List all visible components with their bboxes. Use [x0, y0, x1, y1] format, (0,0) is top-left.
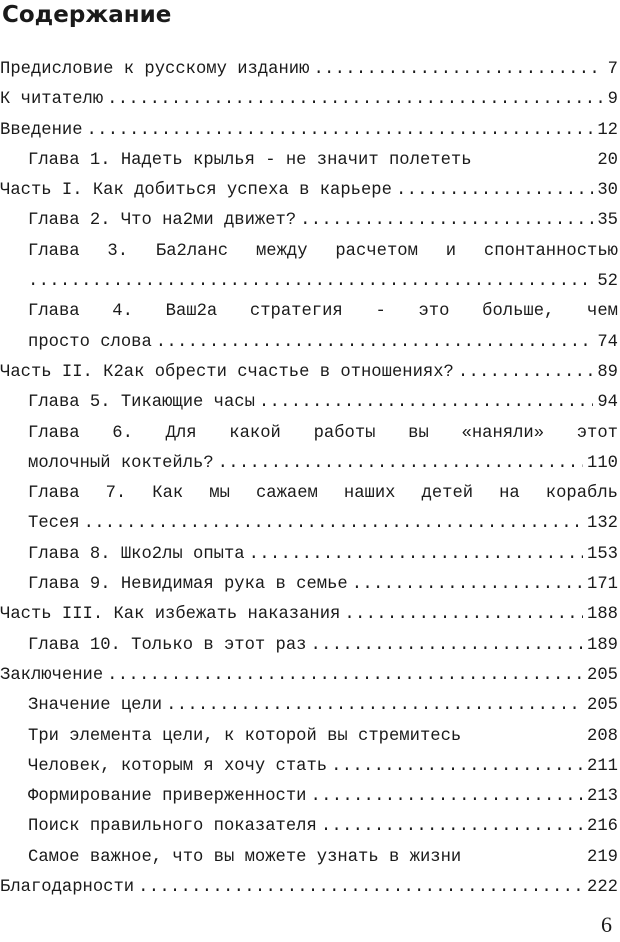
toc-entry-page: 94	[597, 393, 618, 413]
toc-entry	[0, 176, 620, 206]
toc-entry-title-line: Глава 3. Ба2ланс между расчетом и спонтанностью	[28, 241, 618, 261]
toc-entry-row	[0, 55, 620, 85]
toc-entry-row	[0, 873, 620, 903]
dot-leader	[331, 752, 583, 782]
toc-entry	[0, 206, 620, 236]
toc-entry-row	[0, 631, 620, 661]
toc-entry-row	[0, 206, 620, 236]
toc-entry	[0, 600, 620, 630]
toc-entry	[0, 540, 620, 570]
toc-entry-row	[0, 812, 620, 842]
toc-entry	[0, 85, 620, 115]
toc-entry	[0, 722, 620, 752]
toc-entry-title: Глава 10. Только в этот раз	[28, 635, 307, 655]
toc-entry-title: Часть I. Как добиться успеха в карьере	[0, 181, 392, 201]
toc-entry	[0, 661, 620, 691]
toc-entry-title: Глава 9. Невидимая рука в семье	[28, 575, 348, 595]
toc-entry-row	[0, 661, 620, 691]
toc-entry-page: 9	[607, 90, 618, 110]
toc-entry-page: 211	[587, 756, 618, 776]
toc-entry-page: 213	[587, 787, 618, 807]
dot-leader	[166, 691, 583, 721]
toc-entry-page: 30	[597, 181, 618, 201]
dot-leader	[344, 600, 583, 630]
toc-entry-row	[0, 570, 620, 600]
toc-entry-page: 153	[587, 544, 618, 564]
toc-entry-title: Поиск правильного показателя	[28, 817, 317, 837]
toc-entry-page: 132	[587, 514, 618, 534]
toc-entry-row	[0, 449, 620, 479]
toc-entry-page: 189	[587, 635, 618, 655]
toc-entry-title: Человек, которым я хочу стать	[28, 756, 328, 776]
dot-leader	[107, 661, 583, 691]
toc-entry-title: Благодарности	[0, 878, 135, 898]
toc-entry-title: Предисловие к русскому изданию	[0, 60, 310, 79]
toc-entry-row	[0, 843, 620, 873]
toc-entry-page: 110	[587, 453, 618, 473]
toc-entry	[0, 873, 620, 903]
dot-leader	[259, 388, 593, 418]
toc-entry-row	[0, 176, 620, 206]
dot-leader	[352, 570, 583, 600]
toc-entry-title-line: Глава 7. Как мы сажаем наших детей на корабль	[28, 484, 618, 504]
toc-entry-row	[0, 358, 620, 388]
toc-entry-page: 171	[587, 575, 618, 595]
dot-leader	[310, 782, 583, 812]
toc-entry-page: 20	[597, 150, 618, 170]
toc-entry-title: Введение	[0, 120, 83, 140]
toc-entry-page: 222	[587, 878, 618, 898]
toc-entry	[0, 297, 620, 358]
toc-entry-title: Значение цели	[28, 696, 163, 716]
toc-entry-title: Три элемента цели, к которой вы стремитесь	[28, 726, 462, 746]
dot-leader	[156, 328, 594, 358]
toc-entry-title: Формирование приверженности	[28, 787, 307, 807]
toc-entry	[0, 388, 620, 418]
toc-entry-title: К читателю	[0, 90, 104, 110]
toc-entry-title-line: Глава 6. Для какой работы вы «наняли» этот	[28, 423, 618, 443]
dot-leader	[84, 509, 583, 539]
dot-leader	[300, 206, 593, 236]
toc-entry-row	[0, 782, 620, 812]
toc-entry	[0, 419, 620, 480]
toc-entry-row	[0, 85, 620, 115]
toc-entry-row	[0, 509, 620, 539]
dot-leader	[396, 176, 593, 206]
page-number: 6	[601, 912, 612, 937]
toc-entry	[0, 631, 620, 661]
dot-leader	[87, 116, 594, 146]
toc-entry-row	[0, 752, 620, 782]
toc-entry-title: Самое важное, что вы можете узнать в жизни	[28, 847, 462, 867]
toc-entry-page: 89	[597, 362, 618, 382]
toc-entry-title: Глава 8. Шко2лы опыта	[28, 544, 245, 564]
toc-entry-page: 74	[597, 332, 618, 352]
toc-entry-title: Часть III. Как избежать наказания	[0, 605, 341, 625]
toc-entry-row	[0, 116, 620, 146]
toc-entry-title: Глава 5. Тикающие часы	[28, 393, 255, 413]
toc-entry-title: Часть II. К2ак обрести счастье в отношениях?	[0, 362, 454, 382]
toc-entry-title: Тесея	[28, 514, 80, 534]
toc-entry-row	[0, 388, 620, 418]
toc-entry-page: 12	[597, 120, 618, 140]
table-of-contents	[0, 55, 620, 903]
toc-entry-title: Глава 1. Надеть крылья - не значит полететь	[28, 150, 472, 170]
toc-entry-page: 52	[597, 272, 618, 292]
toc-entry-row	[0, 267, 620, 297]
dot-leader	[28, 267, 593, 297]
toc-entry	[0, 782, 620, 812]
toc-entry	[0, 570, 620, 600]
toc-entry-title: просто слова	[28, 332, 152, 352]
dot-leader	[313, 55, 603, 85]
toc-title: Содержание	[2, 2, 172, 28]
toc-entry	[0, 691, 620, 721]
toc-entry-page: 208	[587, 726, 618, 746]
dot-leader	[249, 540, 583, 570]
toc-entry	[0, 116, 620, 146]
dot-leader	[458, 358, 594, 388]
toc-entry-page: 188	[587, 605, 618, 625]
toc-entry-title: молочный коктейль?	[28, 453, 214, 473]
toc-entry-page: 219	[587, 847, 618, 867]
toc-entry	[0, 752, 620, 782]
toc-entry-page: 216	[587, 817, 618, 837]
toc-entry-row	[0, 146, 620, 176]
toc-entry	[0, 812, 620, 842]
dot-leader	[107, 85, 604, 115]
toc-entry-page: 205	[587, 665, 618, 685]
dot-leader	[310, 631, 583, 661]
dot-leader	[218, 449, 583, 479]
toc-entry	[0, 55, 620, 85]
toc-entry	[0, 843, 620, 873]
toc-entry-row	[0, 328, 620, 358]
toc-entry-row	[0, 722, 620, 752]
toc-entry-row	[0, 600, 620, 630]
toc-entry-row	[0, 691, 620, 721]
toc-entry	[0, 146, 620, 176]
dot-leader	[321, 812, 583, 842]
toc-entry	[0, 237, 620, 298]
toc-entry-title: Заключение	[0, 665, 104, 685]
toc-entry-page: 205	[587, 696, 618, 716]
toc-entry-page: 7	[607, 60, 618, 79]
toc-entry-title-line: Глава 4. Ваш2а стратегия - это больше, чем	[28, 302, 618, 322]
toc-entry-row	[0, 540, 620, 570]
toc-entry-page: 35	[597, 211, 618, 231]
toc-entry	[0, 479, 620, 540]
toc-entry-title: Глава 2. Что на2ми движет?	[28, 211, 297, 231]
toc-entry	[0, 358, 620, 388]
dot-leader	[138, 873, 583, 903]
